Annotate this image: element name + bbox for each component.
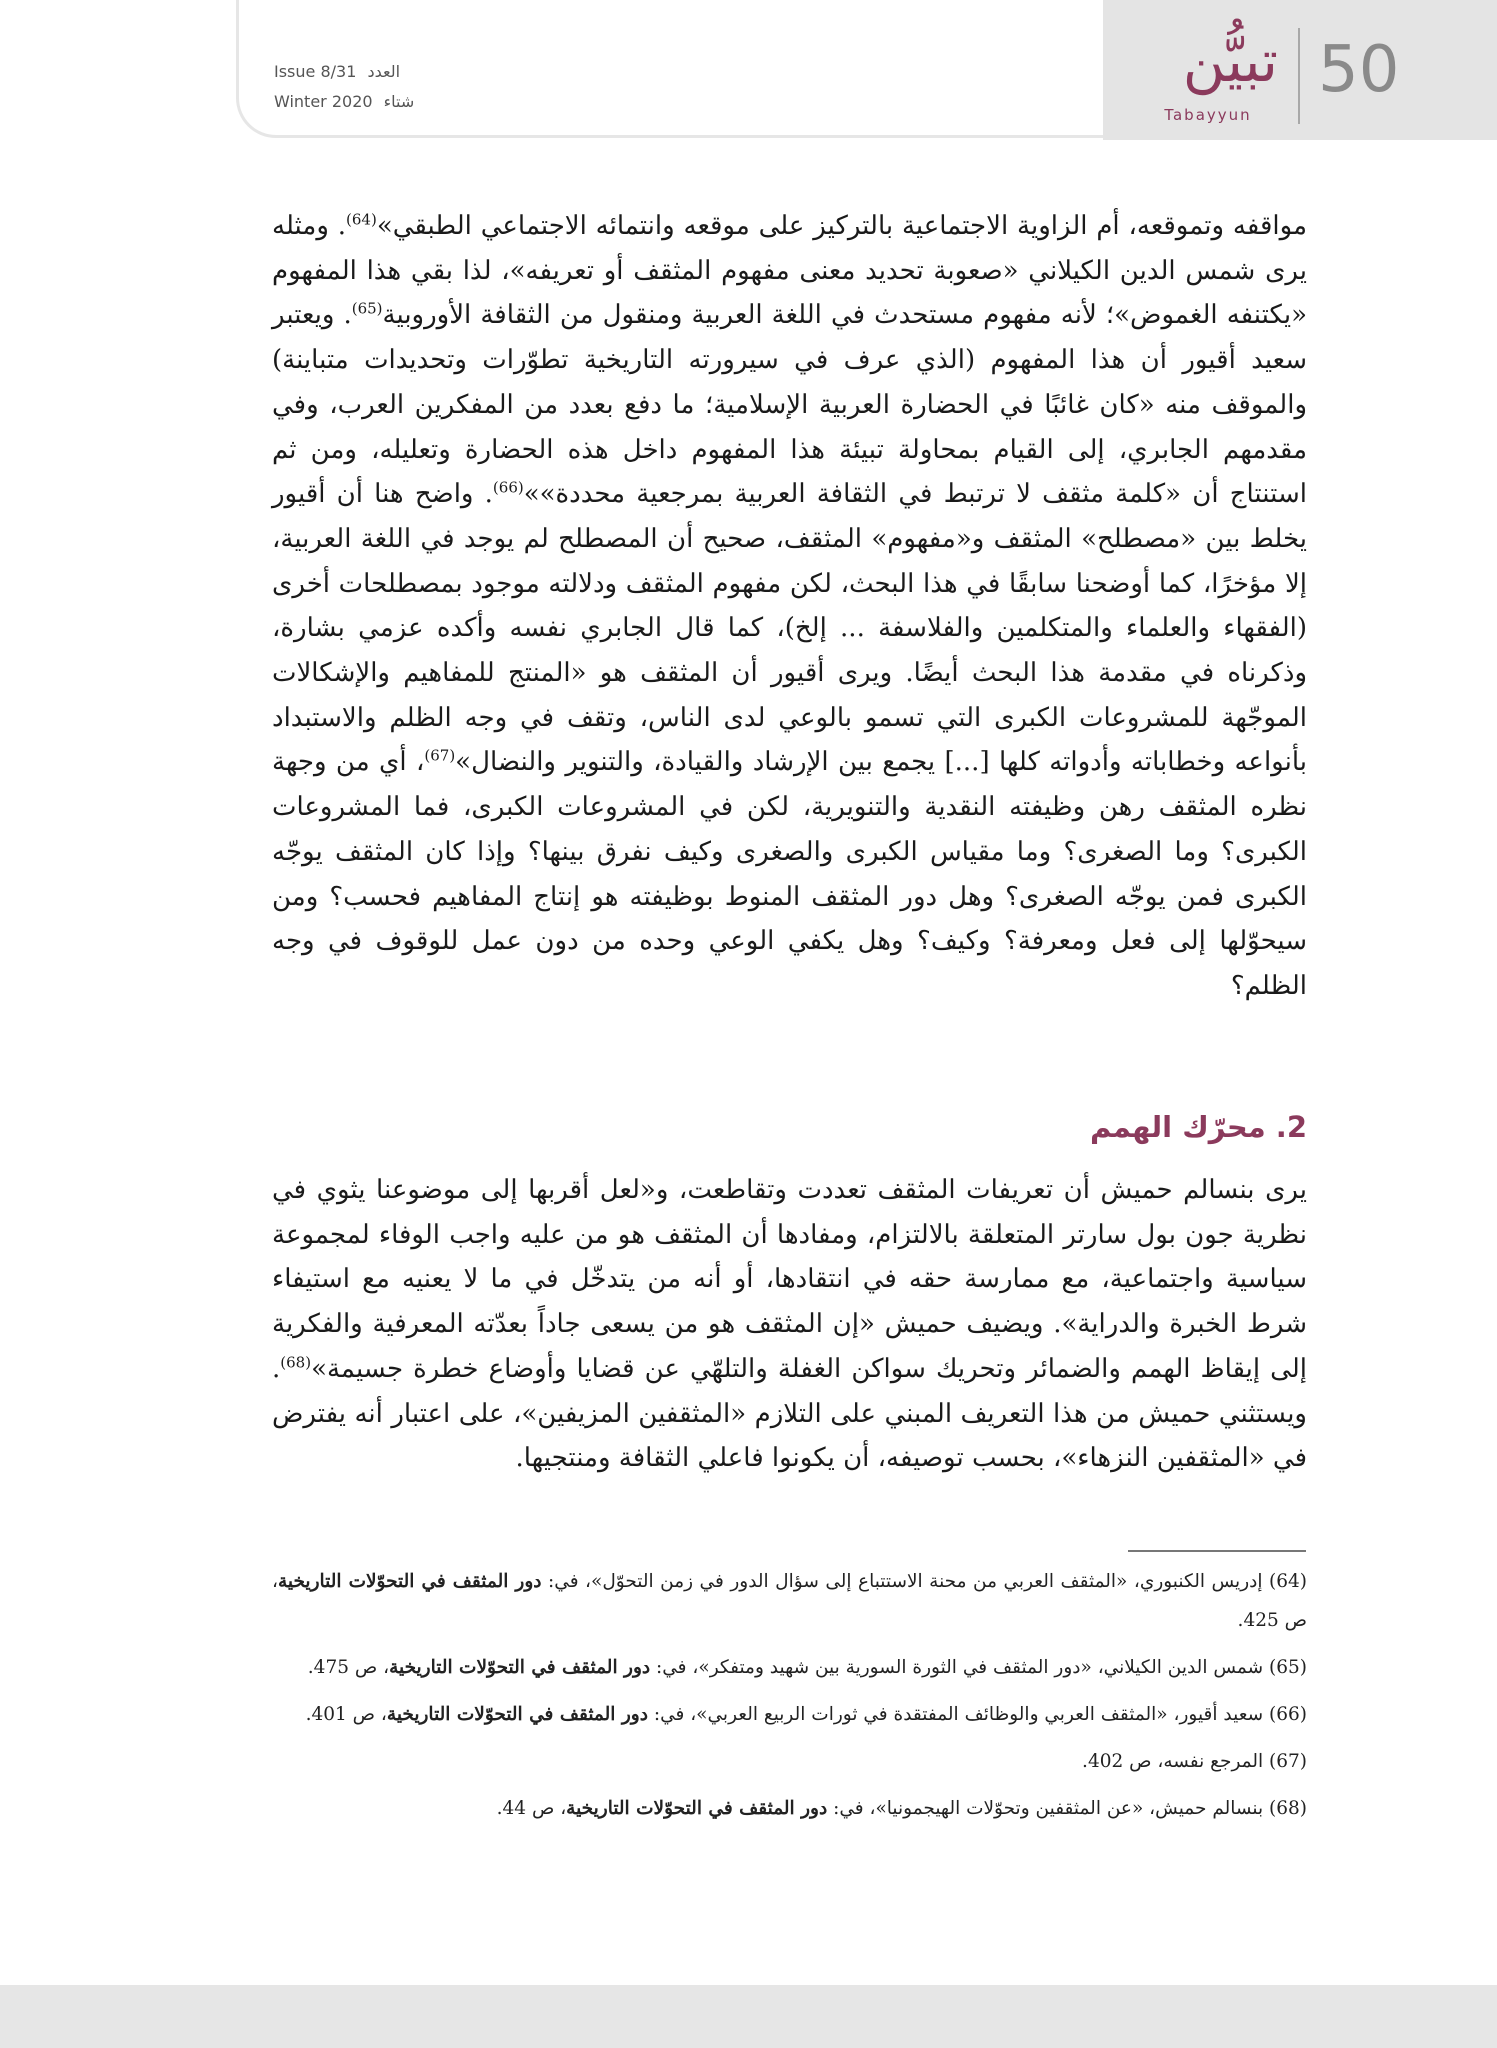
paragraph-text: . ويستثني حميش من هذا التعريف المبني على التلازم «المثقفين المزيفين»، على اعتبار أنه يفترض في «المثقفين النزهاء»، بحسب توصيفه، أن يكونوا فاعلي الثقافة ومنتجيها. [272, 1353, 1307, 1474]
footnote-text: إدريس الكنبوري، «المثقف العربي من محنة الاستتباع إلى سؤال الدور في زمن التحوّل»، في: [541, 1571, 1270, 1592]
footnote-item [272, 1789, 1307, 1828]
paragraph-text: ، أي من وجهة نظره المثقف رهن وظيفته النقدية والتنويرية، لكن في المشروعات الكبرى، فما المشروعات الكبرى؟ وما الصغرى؟ وما مقياس الكبرى والصغرى وكيف نفرق بينها؟ وإذا كان المثقف يوجّه الكبرى فمن يوجّه الصغرى؟ وهل دور المثقف المنوط بوظيفته هو إنتاج المفاهيم فحسب؟ ومن سيحوّلها إلى فعل ومعرفة؟ وكيف؟ وهل يكفي الوعي وحده من دون عمل للوقوف في وجه الظلم؟ [272, 747, 1307, 1001]
issue-label-en: Issue 8/31 [274, 62, 357, 81]
footnote-text: شمس الدين الكيلاني، «دور المثقف في الثورة السورية بين شهيد ومتفكر»، في: [650, 1657, 1270, 1678]
footnote-source-title: دور المثقف في التحوّلات التاريخية [566, 1798, 828, 1819]
body-paragraph-1 [272, 204, 1307, 1009]
footnote-text: المرجع نفسه، ص 402. [1082, 1751, 1270, 1772]
footnote-text: بنسالم حميش، «عن المثقفين وتحوّلات الهيجمونيا»، في: [827, 1798, 1270, 1819]
footnote-ref[interactable]: (66) [492, 478, 524, 497]
paragraph-text: . ومثله يرى شمس الدين الكيلاني «صعوبة تحديد معنى مفهوم المثقف أو تعريفه»، لذا بقي هذا المفهوم «يكتنفه الغموض»؛ لأنه مفهوم مستحدث في اللغة العربية ومنقول من الثقافة الأوروبية [272, 211, 1307, 331]
footnote-item [272, 1562, 1307, 1640]
journal-logo-arabic: تبيُّن [1182, 27, 1278, 95]
footnote-divider [1128, 1550, 1306, 1552]
footnote-page: ، ص 401. [305, 1704, 387, 1725]
footnote-page: ، ص 475. [307, 1657, 390, 1678]
footnote-source-title: دور المثقف في التحوّلات التاريخية [389, 1657, 651, 1678]
footnote-ref[interactable]: (65) [351, 299, 383, 318]
footnote-item [272, 1742, 1307, 1781]
footnote-number: (64) [1269, 1571, 1308, 1592]
footnote-source-title: دور المثقف في التحوّلات التاريخية [277, 1571, 542, 1592]
page-number: 50 [1318, 33, 1400, 107]
journal-logo-latin: Tabayyun [1164, 106, 1252, 124]
footnote-item [272, 1648, 1307, 1687]
page-number-divider [1298, 28, 1300, 124]
footnote-item [272, 1695, 1307, 1734]
paragraph-text: مواقفه وتموقعه، أم الزاوية الاجتماعية بالتركيز على موقعه وانتمائه الاجتماعي الطبقي» [376, 211, 1307, 241]
footnotes [272, 1562, 1307, 1836]
footnote-ref[interactable]: (64) [346, 210, 377, 229]
page-footer-bar [0, 1985, 1497, 2048]
paragraph-text: . ويعتبر سعيد أقيور أن هذا المفهوم (الذي عرف في سيرورته التاريخية تطوّرات وتحديدات متباينة) والموقف منه «كان غائبًا في الحضارة العربية الإسلامية؛ ما دفع بعدد من المفكرين العرب، وفي مقدمهم الجابري، إلى القيام بمحاولة تبيئة هذا المفهوم داخل هذه الحضارة وتعليله، ومن ثم استنتاج أن «كلمة مثقف لا ترتبط في الثقافة العربية بمرجعية محددة»» [272, 300, 1307, 510]
footnote-text: سعيد أقيور، «المثقف العربي والوظائف المفتقدة في ثورات الربيع العربي»، في: [647, 1704, 1270, 1725]
footnote-page: ، ص 44. [496, 1798, 567, 1819]
section-heading: 2. محرّك الهمم [1089, 1110, 1307, 1144]
issue-label-ar: العدد [367, 62, 401, 81]
footnote-number: (67) [1269, 1751, 1307, 1772]
footnote-ref[interactable]: (67) [424, 746, 456, 765]
season-label-en: Winter 2020 [274, 92, 373, 111]
footnote-number: (65) [1269, 1657, 1307, 1678]
body-paragraph-2 [272, 1168, 1307, 1481]
footnote-page: ، ص 425. [272, 1571, 1307, 1631]
footnote-source-title: دور المثقف في التحوّلات التاريخية [386, 1704, 648, 1725]
season-label [274, 92, 420, 111]
footnote-number: (68) [1269, 1798, 1307, 1819]
season-label-ar: شتاء [383, 92, 415, 111]
footnote-number: (66) [1269, 1704, 1307, 1725]
footnote-ref[interactable]: (68) [280, 1353, 312, 1372]
paragraph-text: يرى بنسالم حميش أن تعريفات المثقف تعددت وتقاطعت، و«لعل أقربها إلى موضوعنا يثوي في نظرية جون بول سارتر المتعلقة بالالتزام، ومفادها أن المثقف هو من عليه واجب الوفاء لمجموعة سياسية واجتماعية، مع ممارسة حقه في انتقادها، أو أنه من يتدخّل في ما لا يعنيه مع استيفاء شرط الخبرة والدراية». ويضيف حميش «إن المثقف هو من يسعى جاداً بعدّته المعرفية والفكرية إلى إيقاظ الهمم والضمائر وتحريك سواكن الغفلة والتلهّي عن قضايا وأوضاع خطرة جسيمة» [272, 1175, 1307, 1384]
issue-label [274, 62, 406, 81]
paragraph-text: . واضح هنا أن أقيور يخلط بين «مصطلح» المثقف و«مفهوم» المثقف، صحيح أن المصطلح لم يوجد في اللغة العربية، إلا مؤخرًا، كما أوضحنا سابقًا في هذا البحث، لكن مفهوم المثقف ودلالته موجود بمصطلحات أخرى (الفقهاء والعلماء والمتكلمين والفلاسفة ... إلخ)، كما قال الجابري نفسه وأكده عزمي بشارة، وذكرناه في مقدمة هذا البحث أيضًا. ويرى أقيور أن المثقف هو «المنتج للمفاهيم والإشكالات الموجّهة للمشروعات الكبرى التي تسمو بالوعي لدى الناس، وتقف في وجه الظلم والاستبداد بأنواعه وخطاباته وأدواته كلها [...] يجمع بين الإرشاد والقيادة، والتنوير والنضال» [272, 479, 1307, 778]
